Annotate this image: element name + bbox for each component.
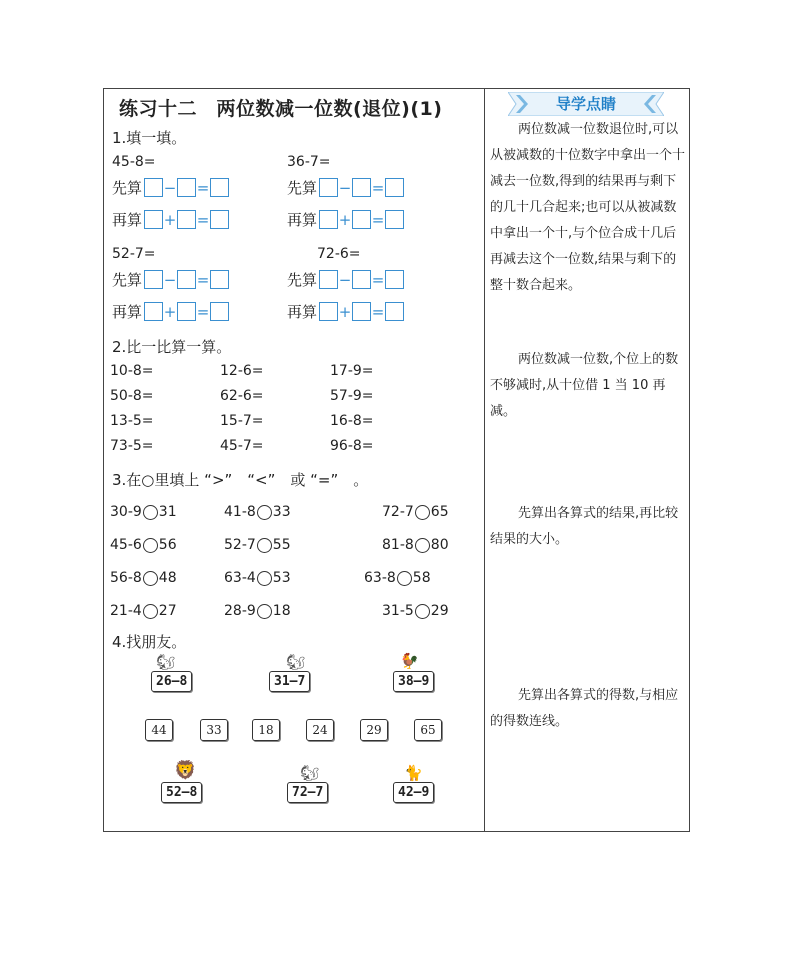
calc-item: 12-6= (220, 363, 264, 379)
number-card[interactable]: 65 (414, 719, 442, 741)
step1-row (112, 177, 229, 198)
calc-item: 13-5= (110, 413, 154, 429)
equals-sign: = (371, 302, 385, 321)
section3-heading: 3.在○里填上 “>” “<” 或 “=” 。 (112, 471, 369, 489)
compare-item: 21-4 27 (110, 603, 177, 619)
compare-circle[interactable] (143, 538, 158, 553)
step-label: 再算 (287, 303, 318, 321)
answer-box[interactable] (177, 302, 196, 321)
problem-expr: 36-7= (287, 154, 331, 170)
worksheet (103, 88, 690, 832)
number-card[interactable]: 24 (306, 719, 334, 741)
answer-box[interactable] (177, 210, 196, 229)
plus-sign: + (338, 210, 352, 229)
compare-item: 56-8 48 (110, 570, 177, 586)
minus-sign: − (338, 178, 352, 197)
answer-box[interactable] (385, 302, 404, 321)
answer-box[interactable] (385, 270, 404, 289)
answer-box[interactable] (177, 178, 196, 197)
plus-sign: + (163, 210, 177, 229)
squirrel-icon: 🐿 (300, 764, 320, 782)
rooster-icon: 🐓 (400, 652, 419, 670)
section2-heading: 2.比一比算一算。 (112, 338, 232, 356)
equals-sign: = (196, 210, 210, 229)
compare-item: 41-8 33 (224, 504, 291, 520)
squirrel-icon: 🐿 (286, 653, 306, 671)
compare-circle[interactable] (143, 571, 158, 586)
step-label: 先算 (287, 271, 318, 289)
answer-box[interactable] (319, 210, 338, 229)
compare-circle[interactable] (257, 538, 272, 553)
calc-item: 10-8= (110, 363, 154, 379)
plus-sign: + (163, 302, 177, 321)
equation-card[interactable]: 42—9 (393, 782, 434, 803)
compare-circle[interactable] (257, 505, 272, 520)
minus-sign: − (163, 270, 177, 289)
answer-box[interactable] (144, 270, 163, 289)
step2-row (287, 301, 404, 322)
page-title: 练习十二 两位数减一位数(退位)(1) (119, 98, 443, 120)
equals-sign: = (196, 302, 210, 321)
section4-heading: 4.找朋友。 (112, 633, 187, 651)
equals-sign: = (371, 210, 385, 229)
compare-item: 30-9 31 (110, 504, 177, 520)
equals-sign: = (196, 270, 210, 289)
minus-sign: − (338, 270, 352, 289)
problem-expr: 45-8= (112, 154, 156, 170)
compare-circle[interactable] (415, 505, 430, 520)
calc-item: 45-7= (220, 438, 264, 454)
number-card[interactable]: 29 (360, 719, 388, 741)
compare-circle[interactable] (397, 571, 412, 586)
equals-sign: = (371, 270, 385, 289)
answer-box[interactable] (144, 210, 163, 229)
number-card[interactable]: 44 (145, 719, 173, 741)
guide-tip: 两位数减一位数退位时,可以从被减数的十位数字中拿出一个十减去一位数,得到的结果再与剩下的几十几合起来;也可以从被减数中拿出一个十,与个位合成十几后再减去这个一位数,结果与剩下的整十数合起来。 (490, 122, 686, 293)
compare-circle[interactable] (415, 604, 430, 619)
compare-item: 28-9 18 (224, 603, 291, 619)
calc-item: 15-7= (220, 413, 264, 429)
calc-item: 16-8= (330, 413, 374, 429)
step-label: 再算 (112, 303, 143, 321)
answer-box[interactable] (352, 270, 371, 289)
answer-box[interactable] (144, 302, 163, 321)
calc-item: 17-9= (330, 363, 374, 379)
compare-item: 63-8 58 (364, 570, 431, 586)
answer-box[interactable] (177, 270, 196, 289)
problem-expr: 72-6= (317, 246, 361, 262)
step-label: 再算 (112, 211, 143, 229)
compare-item: 72-7 65 (382, 504, 449, 520)
number-card[interactable]: 18 (252, 719, 280, 741)
answer-box[interactable] (319, 178, 338, 197)
step1-row (287, 269, 404, 290)
answer-box[interactable] (352, 210, 371, 229)
compare-item: 52-7 55 (224, 537, 291, 553)
answer-box[interactable] (352, 302, 371, 321)
answer-box[interactable] (319, 270, 338, 289)
lion-icon: 🦁 (174, 760, 197, 781)
calc-item: 73-5= (110, 438, 154, 454)
calc-item: 57-9= (330, 388, 374, 404)
equation-card[interactable]: 72—7 (287, 782, 328, 803)
compare-item: 45-6 56 (110, 537, 177, 553)
answer-box[interactable] (210, 270, 229, 289)
step-label: 先算 (112, 179, 143, 197)
answer-box[interactable] (385, 178, 404, 197)
equals-sign: = (371, 178, 385, 197)
step-label: 先算 (112, 271, 143, 289)
step-label: 先算 (287, 179, 318, 197)
step2-row (287, 209, 404, 230)
compare-circle[interactable] (257, 604, 272, 619)
compare-item: 63-4 53 (224, 570, 291, 586)
answer-box[interactable] (352, 178, 371, 197)
guide-tip: 先算出各算式的得数,与相应的得数连线。 (490, 688, 679, 729)
cat-icon: 🐈 (404, 764, 423, 782)
minus-sign: − (163, 178, 177, 197)
problem-expr: 52-7= (112, 246, 156, 262)
equation-card[interactable]: 31—7 (269, 671, 310, 692)
answer-box[interactable] (144, 178, 163, 197)
answer-box[interactable] (210, 302, 229, 321)
equation-card[interactable]: 26—8 (151, 671, 192, 692)
answer-box[interactable] (210, 210, 229, 229)
equals-sign: = (196, 178, 210, 197)
guide-tip: 先算出各算式的结果,再比较结果的大小。 (490, 506, 679, 547)
guide-banner (508, 92, 664, 116)
calc-item: 50-8= (110, 388, 154, 404)
guide-banner-label: 导学点睛 (555, 95, 616, 113)
answer-box[interactable] (210, 178, 229, 197)
section1-heading: 1.填一填。 (112, 129, 187, 147)
answer-box[interactable] (319, 302, 338, 321)
compare-circle[interactable] (415, 538, 430, 553)
step2-row (112, 301, 229, 322)
calc-item: 62-6= (220, 388, 264, 404)
step-label: 再算 (287, 211, 318, 229)
guide-tip: 两位数减一位数,个位上的数不够减时,从十位借 1 当 10 再减。 (490, 352, 679, 419)
squirrel-icon: 🐿 (156, 653, 176, 671)
equation-card[interactable]: 52—8 (161, 782, 202, 803)
compare-circle[interactable] (143, 505, 158, 520)
plus-sign: + (338, 302, 352, 321)
compare-item: 81-8 80 (382, 537, 449, 553)
step2-row (112, 209, 229, 230)
calc-item: 96-8= (330, 438, 374, 454)
compare-circle[interactable] (143, 604, 158, 619)
answer-box[interactable] (385, 210, 404, 229)
number-card[interactable]: 33 (200, 719, 228, 741)
step1-row (287, 177, 404, 198)
step1-row (112, 269, 229, 290)
compare-circle[interactable] (257, 571, 272, 586)
column-divider (484, 89, 485, 831)
equation-card[interactable]: 38—9 (393, 671, 434, 692)
compare-item: 31-5 29 (382, 603, 449, 619)
